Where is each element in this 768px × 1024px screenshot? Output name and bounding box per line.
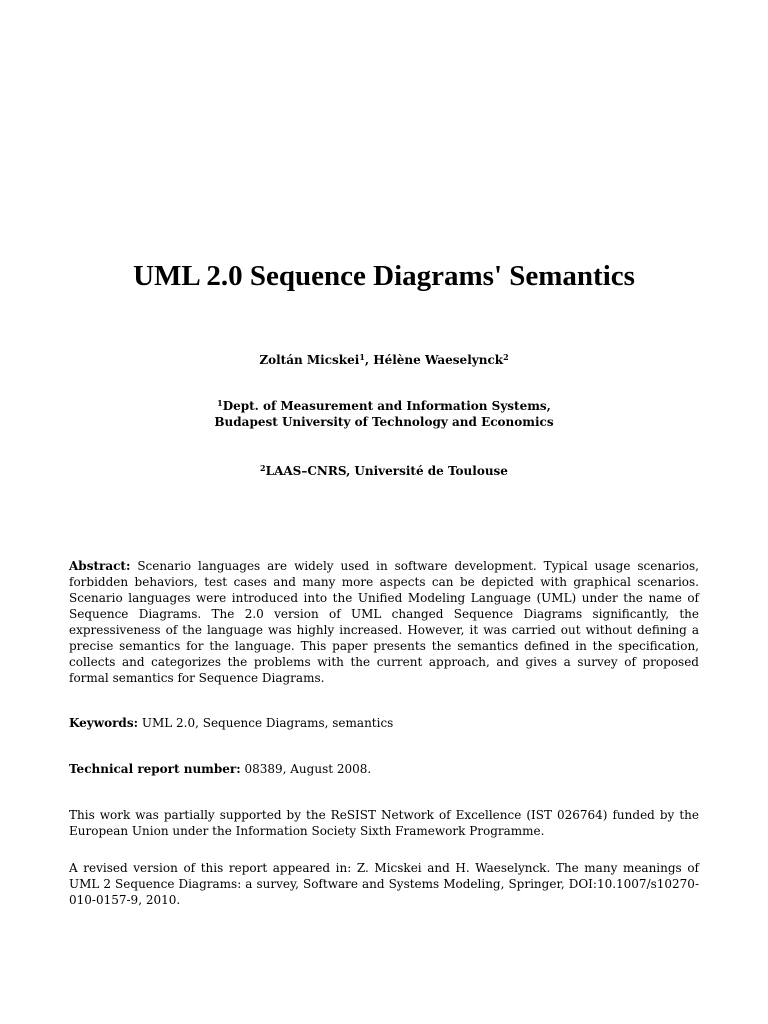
abstract-paragraph: [69, 558, 699, 686]
keywords-paragraph: [69, 715, 699, 731]
technical-report-text: 08389, August 2008.: [240, 762, 372, 776]
affiliation-text: LAAS–CNRS, Université de Toulouse: [265, 464, 508, 478]
funding-paragraph: This work was partially supported by the ReSIST Network of Excellence (IST 026764) funded by the European Union under the Information Society Sixth Framework Programme.: [69, 808, 699, 838]
author-separator: ,: [364, 353, 374, 367]
author-affiliation-sup: 2: [503, 352, 509, 362]
author-name: Hélène Waeselynck: [373, 353, 504, 367]
keywords-text: UML 2.0, Sequence Diagrams, semantics: [138, 716, 394, 730]
affiliation-line: Budapest University of Technology and Economics: [214, 415, 554, 429]
affiliation-1: [0, 398, 768, 430]
affiliation-2: [0, 463, 768, 479]
keywords-label: Keywords:: [69, 716, 139, 730]
author-name: Zoltán Micskei: [259, 353, 360, 367]
affiliation-sup: 2: [260, 463, 266, 473]
revised-version-paragraph: A revised version of this report appeared in: Z. Micskei and H. Waeselynck. The many meanings of UML 2 Sequence Diagrams: a survey, Software and Systems Modeling, Springer, DOI:10.1007/s10270-010-0157-9, 2010.: [69, 861, 699, 907]
affiliation-line: [0, 463, 768, 479]
affiliation-text: Dept. of Measurement and Information Systems,: [222, 399, 551, 413]
author-affiliation-sup: 1: [359, 352, 365, 362]
technical-report-paragraph: [69, 761, 699, 777]
affiliation-sup: 1: [217, 398, 223, 408]
affiliation-line: [0, 398, 768, 414]
author-line: [0, 352, 768, 369]
abstract-label: Abstract:: [69, 559, 131, 573]
paper-title: UML 2.0 Sequence Diagrams' Semantics: [133, 260, 635, 292]
abstract-text: Scenario languages are widely used in software development. Typical usage scenarios, forbidden behaviors, test cases and many more aspects can be depicted with graphical scenarios. Scenario languages were introduced into the Unified Modeling Language (UML) under the name of Sequence Diagrams. The 2.0 version of UML changed Sequence Diagrams significantly, the expressiveness of the language was highly increased. However, it was carried out without defining a precise semantics for the language. This paper presents the semantics defined in the specification, collects and categorizes the problems with the current approach, and gives a survey of proposed formal semantics for Sequence Diagrams.: [69, 559, 699, 685]
technical-report-label: Technical report number:: [69, 762, 241, 776]
